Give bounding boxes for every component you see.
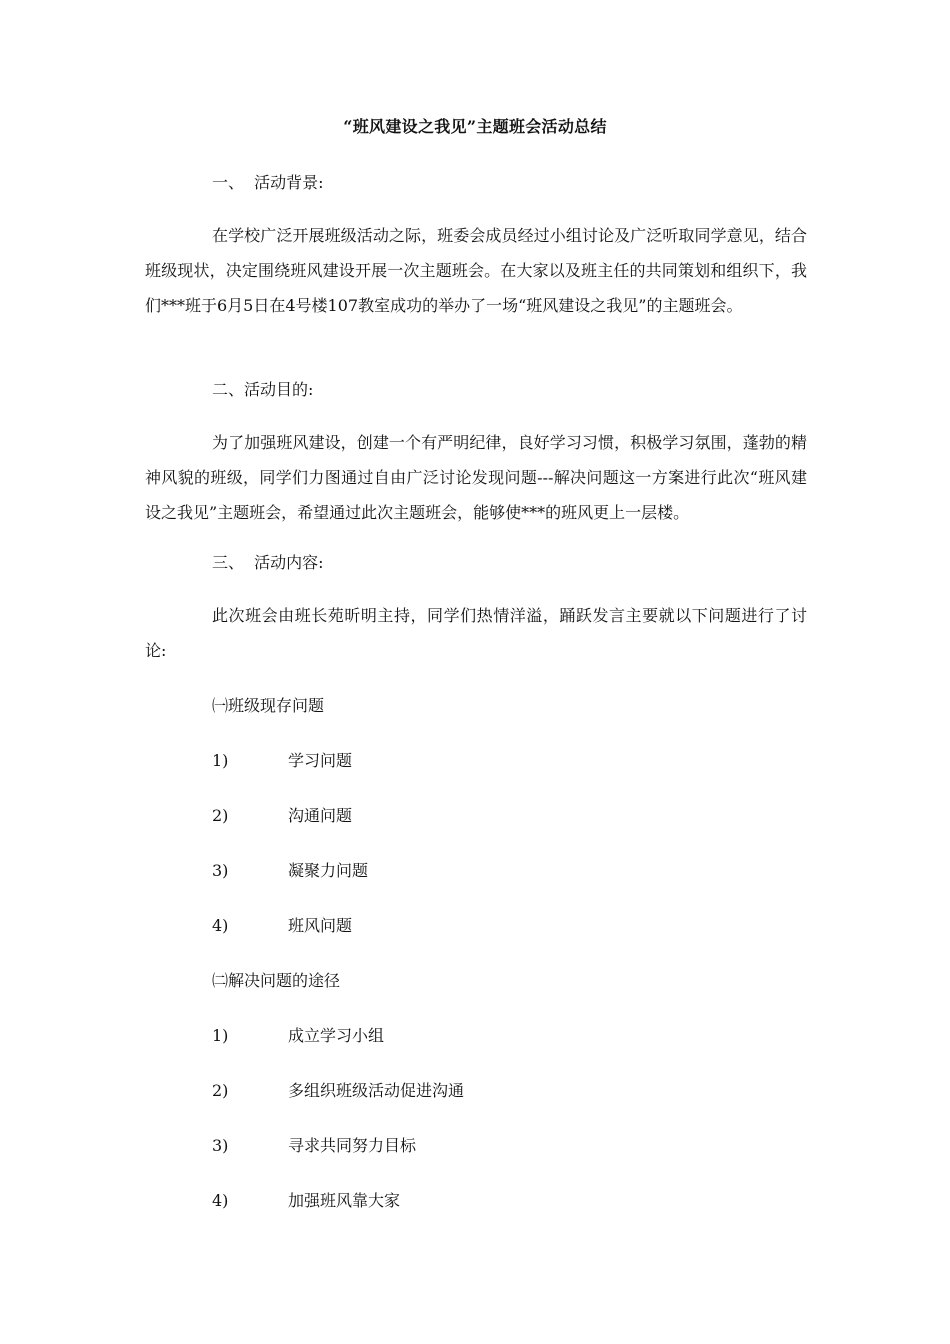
list-item-number: 2) [212, 1081, 229, 1100]
list-item-text: 沟通问题 [288, 806, 353, 825]
list-item-text: 班风问题 [288, 916, 353, 935]
list-item [212, 1191, 712, 1211]
paragraph-background: 在学校广泛开展班级活动之际，班委会成员经过小组讨论及广泛听取同学意见，结合班级现状，决定围绕班风建设开展一次主题班会。在大家以及班主任的共同策划和组织下，我们***班于6月5日在4号楼107教室成功的举办了一场“班风建设之我见”的主题班会。 [145, 226, 807, 315]
list-item-text: 学习问题 [288, 751, 353, 770]
list-item-text: 加强班风靠大家 [288, 1191, 401, 1210]
list-item-text: 成立学习小组 [288, 1026, 385, 1045]
paragraph-content: 此次班会由班长苑昕明主持，同学们热情洋溢，踊跃发言主要就以下问题进行了讨论: [145, 606, 807, 660]
paragraph-purpose: 为了加强班风建设，创建一个有严明纪律，良好学习习惯，积极学习氛围，蓬勃的精神风貌的班级，同学们力图通过自由广泛讨论发现问题---解决问题这一方案进行此次“班风建设之我见”主题班会，希望通过此次主题班会，能够使***的班风更上一层楼。 [145, 433, 807, 522]
list-item [212, 916, 712, 936]
list-item [212, 806, 712, 826]
list-item-text: 凝聚力问题 [288, 861, 369, 880]
list-item-number: 3) [212, 1136, 229, 1155]
section-heading-purpose: 二、活动目的: [212, 380, 314, 399]
list-item-text: 寻求共同努力目标 [288, 1136, 417, 1155]
list-item-number: 1) [212, 751, 229, 770]
section-heading-content: 三、 活动内容: [212, 553, 324, 572]
list-item [212, 1081, 712, 1101]
subheading-problems: ㈠班级现存问题 [212, 696, 325, 715]
list-item [212, 1026, 712, 1046]
list-item-number: 4) [212, 916, 229, 935]
list-item [212, 751, 712, 771]
section-heading-background: 一、 活动背景: [212, 173, 324, 192]
list-item-number: 3) [212, 861, 229, 880]
list-item-text: 多组织班级活动促进沟通 [288, 1081, 465, 1100]
list-item-number: 1) [212, 1026, 229, 1045]
list-item-number: 2) [212, 806, 229, 825]
document-title: “班风建设之我见”主题班会活动总结 [343, 117, 607, 136]
list-item-number: 4) [212, 1191, 229, 1210]
list-item [212, 1136, 712, 1156]
subheading-solutions: ㈡解决问题的途径 [212, 971, 341, 990]
list-item [212, 861, 712, 881]
